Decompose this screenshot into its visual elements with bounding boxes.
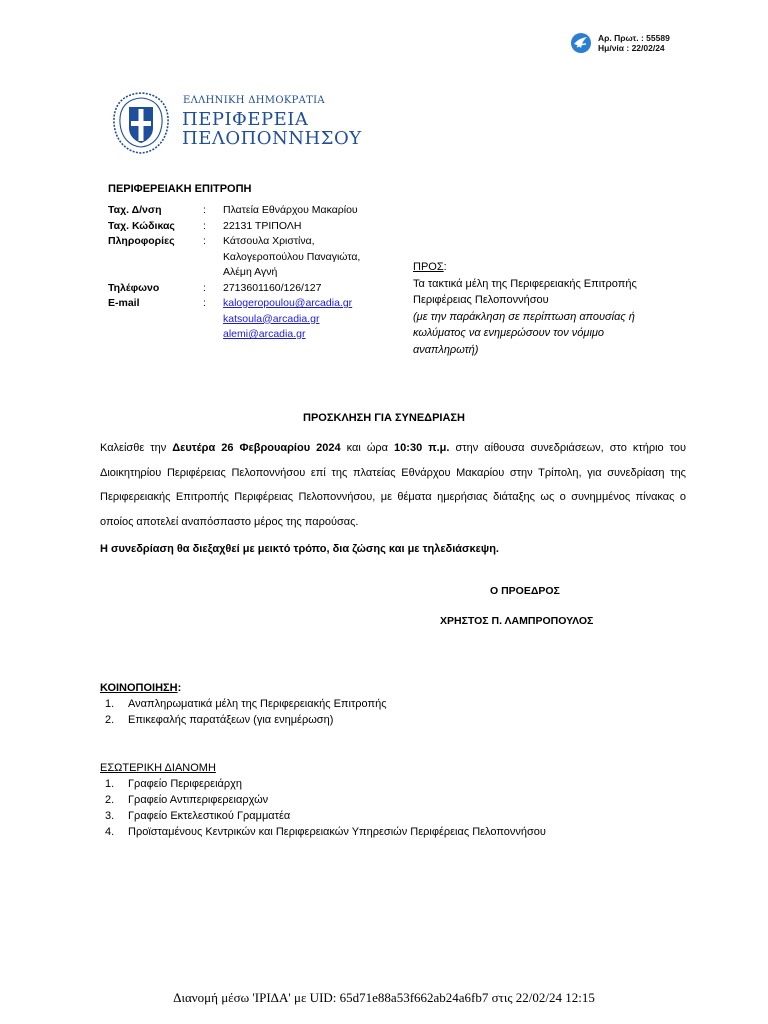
address-row <box>108 203 398 219</box>
info-row <box>108 234 398 281</box>
list-text: Προϊσταμένους Κεντρικών και Περιφερειακών Υπηρεσιών Περιφέρειας Πελοποννήσου <box>128 826 546 838</box>
list-number: 1. <box>105 698 115 710</box>
meeting-date: Δευτέρα 26 Φεβρουαρίου 2024 <box>172 442 341 454</box>
recipient-label: ΠΡΟΣ <box>413 261 444 273</box>
list-text: Γραφείο Εκτελεστικού Γραμματέα <box>128 810 291 822</box>
list-number: 3. <box>105 810 115 822</box>
list-item <box>100 712 686 728</box>
meeting-mode-notice: Η συνεδρίαση θα διεξαχθεί με μεικτό τρόπο, δια ζώσης και με τηλεδιάσκεψη. <box>100 543 499 555</box>
protocol-number: Αρ. Πρωτ. : 55589 <box>598 33 670 43</box>
recipient-note-1: (με την παράκληση σε περίπτωση απουσίας ή <box>413 310 635 323</box>
info-person-3: Αλέμη Αγνή <box>223 266 278 278</box>
postal-label: Ταχ. Κώδικας <box>108 219 175 232</box>
phone-value: 2713601160/126/127 <box>223 281 322 294</box>
recipient-line-1: Τα τακτικά μέλη της Περιφερειακής Επιτροπής <box>413 277 637 290</box>
info-person-1: Κάτσουλα Χριστίνα, <box>223 235 315 247</box>
email-link-alemi[interactable]: alemi@arcadia.gr <box>223 328 306 340</box>
info-label: Πληροφορίες <box>108 235 175 247</box>
recipient-line-2: Περιφέρειας Πελοποννήσου <box>413 294 549 306</box>
list-text: Γραφείο Αντιπεριφερειαρχών <box>128 794 269 806</box>
email-link-kalogeropoulou[interactable]: kalogeropoulou@arcadia.gr <box>223 297 353 309</box>
info-values <box>223 234 398 281</box>
recipient-label-colon: : <box>443 261 447 273</box>
list-number: 4. <box>105 826 115 838</box>
list-text: Γραφείο Περιφερειάρχη <box>128 778 243 790</box>
list-number: 2. <box>105 794 115 806</box>
recipient-heading <box>413 259 713 276</box>
colon: : <box>203 219 206 232</box>
postal-value: 22131 ΤΡΙΠΟΛΗ <box>223 219 302 232</box>
recipient-note-3: αναπληρωτή) <box>413 343 479 356</box>
committee-title: ΠΕΡΙΦΕΡΕΙΑΚΗ ΕΠΙΤΡΟΠΗ <box>108 183 252 195</box>
list-item <box>100 776 686 792</box>
invitation-title: ΠΡΟΣΚΛΗΣΗ ΓΙΑ ΣΥΝΕΔΡΙΑΣΗ <box>303 412 465 424</box>
irida-logo-icon <box>570 32 592 54</box>
postal-row <box>108 219 398 235</box>
para-mid: και ώρα <box>340 442 395 454</box>
internal-distribution-title: ΕΣΩΤΕΡΙΚΗ ΔΙΑΝΟΜΗ <box>100 762 216 774</box>
para-start: Καλείσθε την <box>100 442 173 454</box>
address-label: Ταχ. Δ/νση <box>108 204 162 216</box>
notification-heading <box>100 680 686 696</box>
colon: : <box>203 281 206 294</box>
colon: : <box>203 235 206 247</box>
list-text: Επικεφαλής παρατάξεων (για ενημέρωση) <box>128 714 334 726</box>
notification-title: ΚΟΙΝΟΠΟΙΗΣΗ <box>100 682 178 694</box>
recipient-note-2: κωλύματος να ενημερώσουν τον νόμιμο <box>413 327 605 339</box>
email-link-katsoula[interactable]: katsoula@arcadia.gr <box>223 312 320 325</box>
colon: : <box>203 297 206 309</box>
president-name: ΧΡΗΣΤΟΣ Π. ΛΑΜΠΡΟΠΟΥΛΟΣ <box>440 615 594 627</box>
notification-title-colon: : <box>177 682 182 694</box>
region-name-line2: ΠΕΛΟΠΟΝΝΗΣΟΥ <box>182 128 362 149</box>
email-label: E-mail <box>108 297 140 309</box>
notification-list <box>100 696 686 728</box>
address-value: Πλατεία Εθνάρχου Μακαρίου <box>223 204 358 216</box>
list-number: 2. <box>105 714 115 726</box>
list-item <box>100 808 686 824</box>
phone-label: Τηλέφωνο <box>108 281 160 294</box>
contact-block <box>108 203 398 343</box>
notification-section <box>100 680 686 728</box>
greek-coat-of-arms-icon <box>108 90 174 156</box>
internal-distribution-list <box>100 776 686 840</box>
list-item <box>100 824 686 840</box>
list-text: Αναπληρωματικά μέλη της Περιφερειακής Επιτροπής <box>128 698 387 710</box>
protocol-stamp <box>570 32 740 58</box>
distribution-footer: Διανομή μέσω 'ΙΡΙΔΑ' με UID: 65d71e88a53f662ab24a6fb7 στις 22/02/24 12:15 <box>173 990 595 1005</box>
list-item <box>100 792 686 808</box>
recipient-block <box>413 259 713 358</box>
invitation-paragraph <box>100 436 686 534</box>
country-name: ΕΛΛΗΝΙΚΗ ΔΗΜΟΚΡΑΤΙΑ <box>183 95 325 106</box>
meeting-time: 10:30 π.μ. <box>394 442 450 454</box>
internal-distribution-section <box>100 760 686 840</box>
region-name-line1: ΠΕΡΙΦΕΡΕΙΑ <box>182 109 309 130</box>
info-person-2: Καλογεροπούλου Παναγιώτα, <box>223 250 361 263</box>
region-name <box>182 110 362 148</box>
email-values <box>223 296 398 343</box>
president-title: Ο ΠΡΟΕΔΡΟΣ <box>490 585 560 597</box>
colon: : <box>203 204 206 216</box>
list-item <box>100 696 686 712</box>
phone-row <box>108 281 398 297</box>
email-row <box>108 296 398 343</box>
list-number: 1. <box>105 778 115 790</box>
para-rest: στην αίθουσα συνεδριάσεων, στο κτήριο του Διοικητηρίου Περιφέρειας Πελοποννήσου επί της πλατείας Εθνάρχου Μακαρίου στην Τρίπολη, για συνεδρίαση της Περιφερειακής Επιτροπής Περιφέρειας Πελοποννήσου, με θέματα ημερήσιας διάταξης ως ο συνημμένος πίνακας ο οποίος αποτελεί αναπόσπαστο μέρος της παρούσας. <box>100 442 686 528</box>
protocol-date: Ημ/νία : 22/02/24 <box>598 43 665 53</box>
